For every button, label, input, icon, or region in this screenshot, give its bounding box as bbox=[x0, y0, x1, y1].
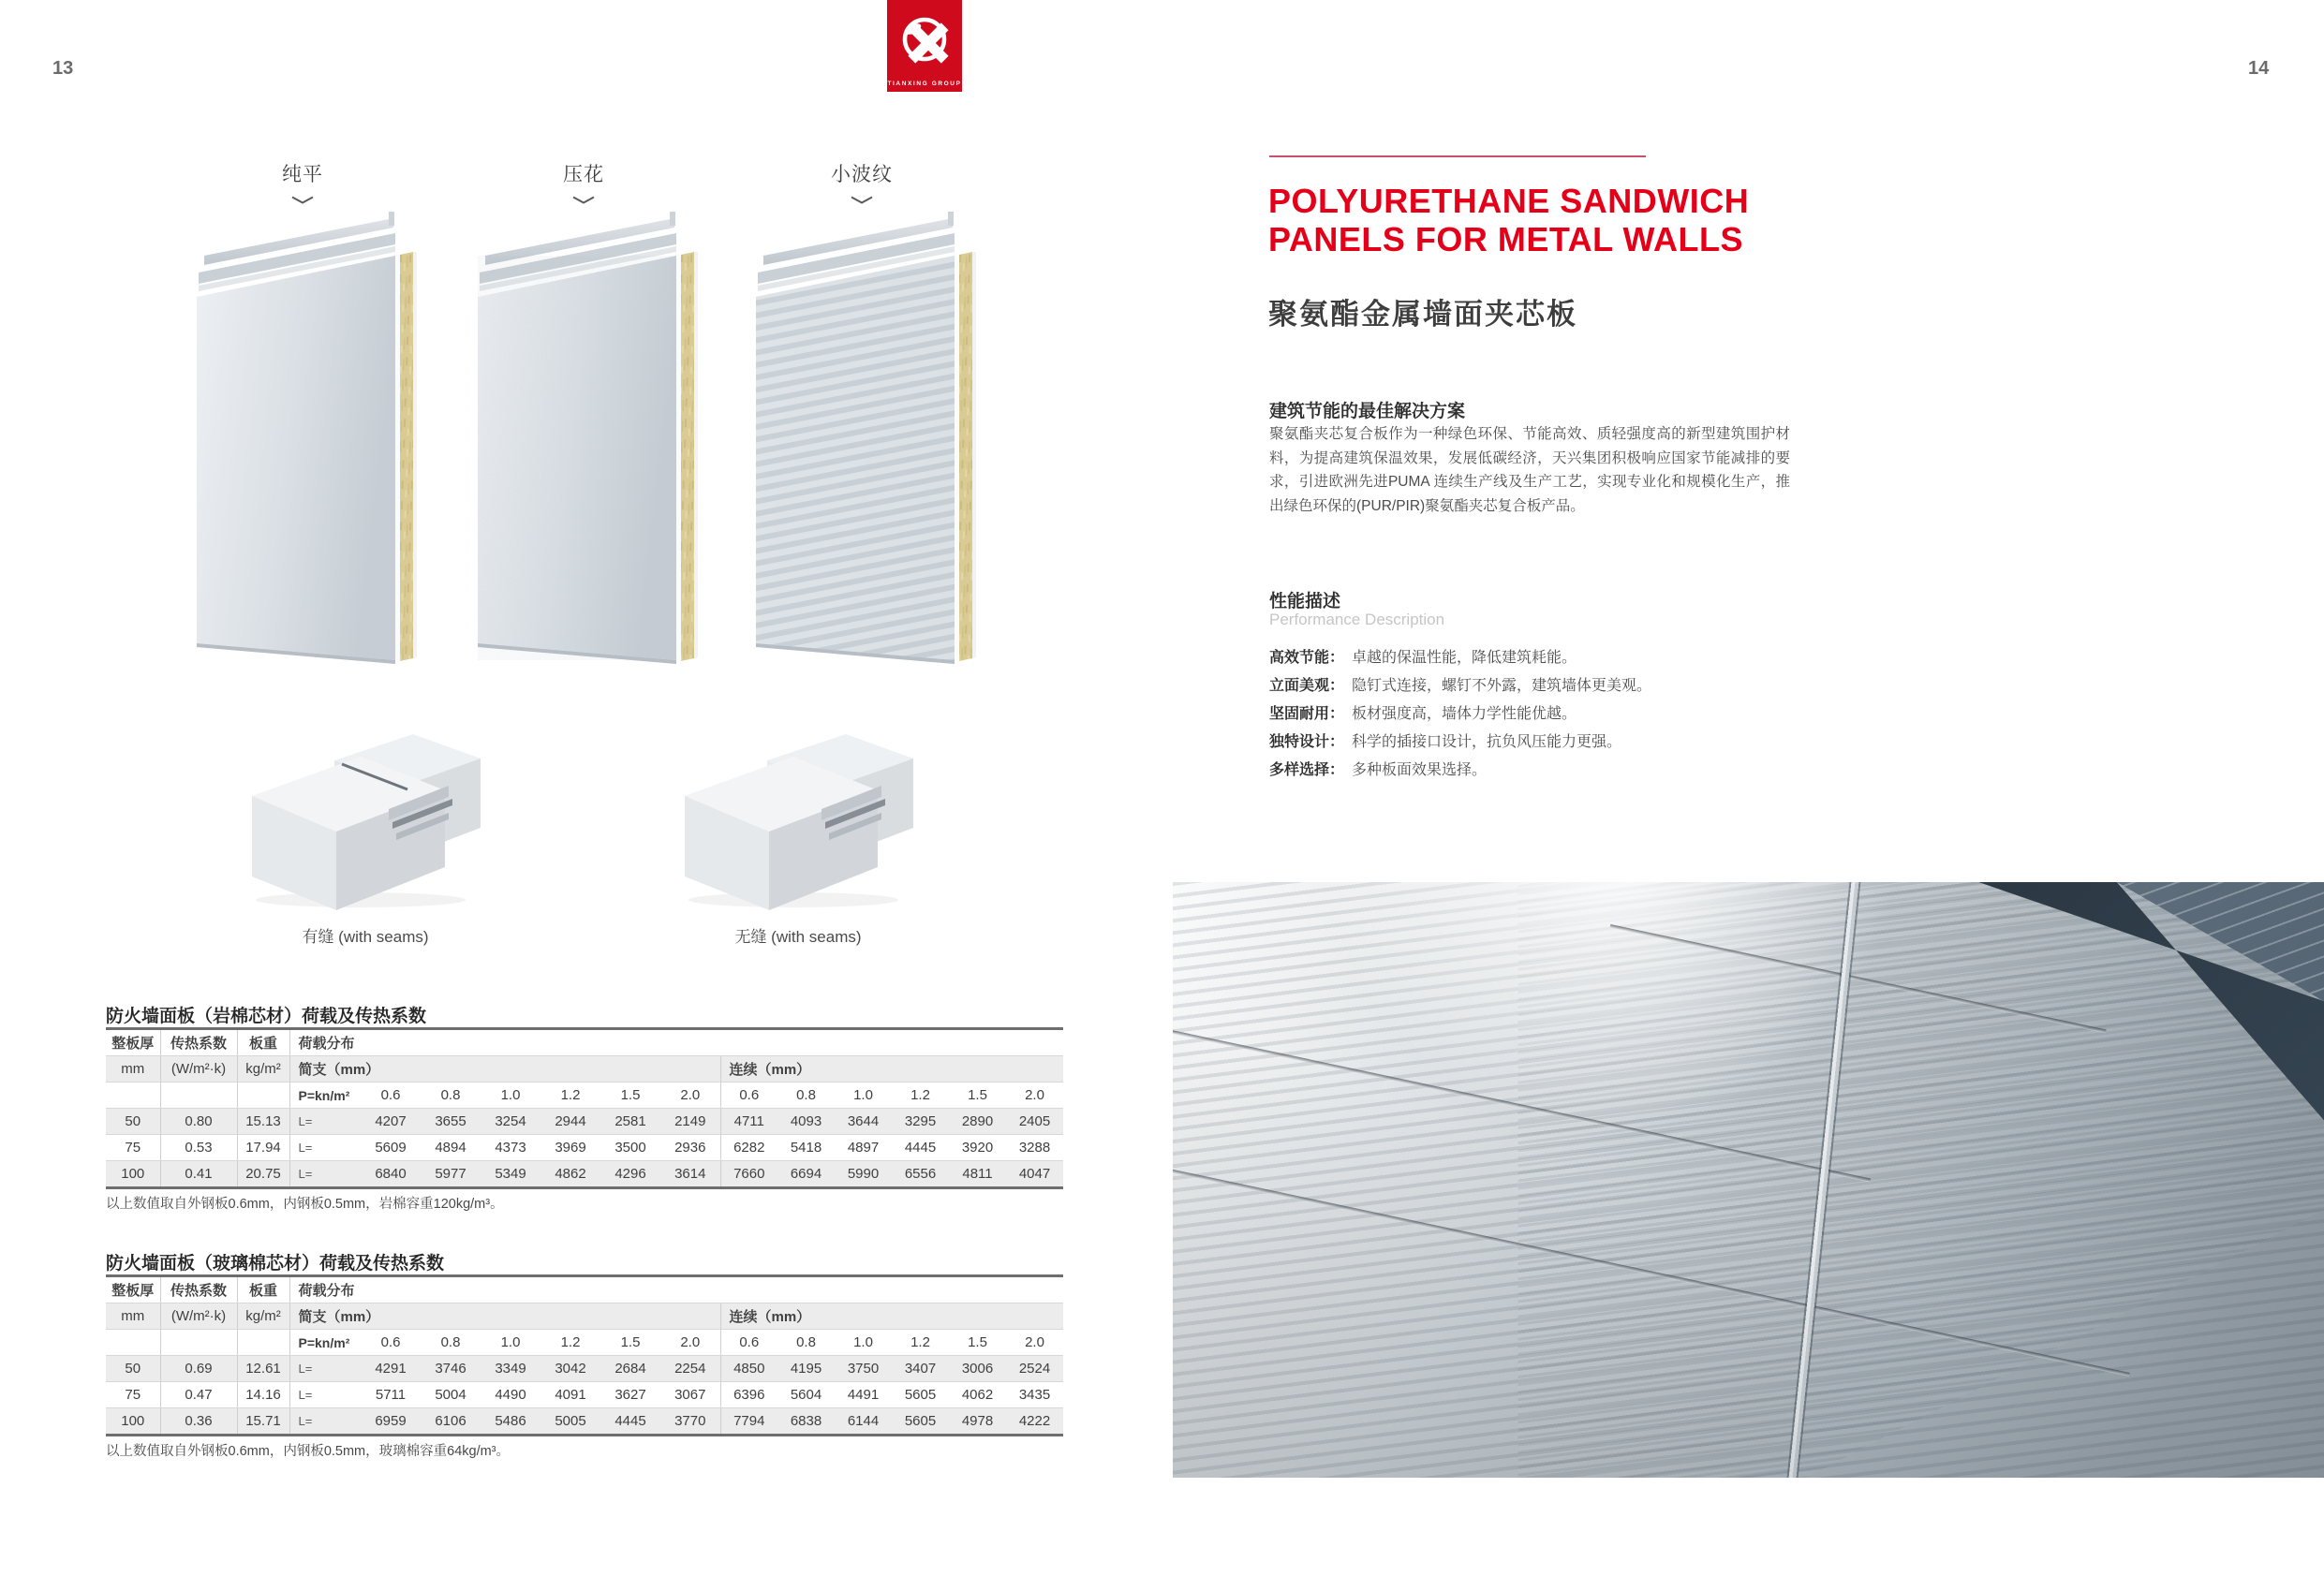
panel-style-label: 纯平 bbox=[282, 164, 323, 185]
table-cell: 0.6 bbox=[361, 1083, 421, 1109]
table-cell: 3746 bbox=[421, 1356, 481, 1382]
table-cell: 1.0 bbox=[481, 1083, 540, 1109]
table-cell: 3770 bbox=[660, 1408, 720, 1436]
table-cell: 2.0 bbox=[660, 1330, 720, 1356]
panel-style-figure-embossed bbox=[466, 159, 701, 672]
feature-item bbox=[1269, 700, 1813, 729]
table-cell: 5604 bbox=[777, 1382, 835, 1408]
panel-illustration-flat bbox=[185, 203, 420, 668]
table-cell: 2405 bbox=[1006, 1109, 1063, 1135]
table-cell: 荷载分布 bbox=[289, 1276, 1063, 1304]
table-cell: 3288 bbox=[1006, 1135, 1063, 1161]
table-cell: 4093 bbox=[777, 1109, 835, 1135]
table-cell: 整板厚 bbox=[106, 1276, 160, 1304]
table-cell: 5977 bbox=[421, 1161, 481, 1188]
table-cell: 14.16 bbox=[237, 1382, 289, 1408]
table-cell: 简支（mm） bbox=[289, 1056, 720, 1083]
table-cell: 4894 bbox=[421, 1135, 481, 1161]
table-cell: 板重 bbox=[237, 1276, 289, 1304]
table-cell bbox=[106, 1083, 160, 1109]
page-number-right: 14 bbox=[2248, 58, 2270, 79]
feature-label: 高效节能： bbox=[1269, 650, 1345, 666]
table-cell: 0.8 bbox=[777, 1083, 835, 1109]
panel-style-label: 压花 bbox=[563, 164, 604, 185]
table-cell: L= bbox=[289, 1356, 361, 1382]
rockwool-table bbox=[106, 1027, 1063, 1189]
table-cell: 4862 bbox=[540, 1161, 600, 1188]
table-cell: 100 bbox=[106, 1408, 160, 1436]
table-cell: 3500 bbox=[600, 1135, 660, 1161]
table-cell: 75 bbox=[106, 1382, 160, 1408]
table-cell: 2684 bbox=[600, 1356, 660, 1382]
table-cell: 0.47 bbox=[160, 1382, 237, 1408]
table-cell: 7794 bbox=[720, 1408, 777, 1436]
table-cell: 4711 bbox=[720, 1109, 777, 1135]
table-cell: 3254 bbox=[481, 1109, 540, 1135]
table-cell: 2524 bbox=[1006, 1356, 1063, 1382]
table-cell bbox=[160, 1330, 237, 1356]
feature-label: 立面美观： bbox=[1269, 678, 1345, 694]
table-cell: L= bbox=[289, 1382, 361, 1408]
table-cell: 3349 bbox=[481, 1356, 540, 1382]
table-cell: 连续（mm） bbox=[720, 1056, 1063, 1083]
feature-item bbox=[1269, 757, 1813, 785]
table-row bbox=[106, 1382, 1063, 1408]
panel-illustration-embossed bbox=[466, 203, 701, 668]
table-row bbox=[106, 1408, 1063, 1436]
table-cell: mm bbox=[106, 1304, 160, 1330]
table-cell: 传热系数 bbox=[160, 1276, 237, 1304]
table-cell: 4195 bbox=[777, 1356, 835, 1382]
panel-style-figure-wave bbox=[745, 159, 979, 672]
table-cell: 3067 bbox=[660, 1382, 720, 1408]
chevron-down-icon bbox=[745, 192, 979, 201]
seam-joint-illustration bbox=[681, 729, 915, 911]
table-cell: 4491 bbox=[835, 1382, 892, 1408]
table-cell: 1.0 bbox=[481, 1330, 540, 1356]
logo-company-name: TIANXING GROUP bbox=[887, 81, 962, 87]
feature-label: 独特设计： bbox=[1269, 734, 1345, 750]
table-cell bbox=[237, 1330, 289, 1356]
table-cell: kg/m² bbox=[237, 1056, 289, 1083]
table-cell: 2254 bbox=[660, 1356, 720, 1382]
table-cell: 0.8 bbox=[777, 1330, 835, 1356]
table-cell: 荷载分布 bbox=[289, 1029, 1063, 1056]
table-cell: 3969 bbox=[540, 1135, 600, 1161]
photo-vignette bbox=[1173, 882, 2324, 1478]
table-cell: L= bbox=[289, 1135, 361, 1161]
feature-text: 隐钉式连接，螺钉不外露，建筑墙体更美观。 bbox=[1352, 678, 1652, 694]
table-footnote: 以上数值取自外钢板0.6mm，内钢板0.5mm，岩棉容重120kg/m³。 bbox=[106, 1197, 504, 1212]
table-cell: 3920 bbox=[949, 1135, 1006, 1161]
table-cell: 1.0 bbox=[835, 1330, 892, 1356]
table-cell: 3614 bbox=[660, 1161, 720, 1188]
table-row bbox=[106, 1083, 1063, 1109]
table-cell: 4296 bbox=[600, 1161, 660, 1188]
table-cell bbox=[106, 1330, 160, 1356]
table-cell: 2890 bbox=[949, 1109, 1006, 1135]
facade-photo bbox=[1173, 882, 2324, 1478]
panel-style-figure-flat bbox=[185, 159, 420, 672]
table-cell: 传热系数 bbox=[160, 1029, 237, 1056]
table-cell: 1.2 bbox=[540, 1083, 600, 1109]
panel-style-label: 小波纹 bbox=[831, 164, 893, 185]
table-row bbox=[106, 1304, 1063, 1330]
table-cell: 4291 bbox=[361, 1356, 421, 1382]
logo-mark-icon bbox=[887, 0, 962, 92]
seam-label: 无缝 (with seams) bbox=[734, 928, 862, 946]
table-cell: 0.8 bbox=[421, 1083, 481, 1109]
table-cell: 2.0 bbox=[1006, 1083, 1063, 1109]
table-cell: 4811 bbox=[949, 1161, 1006, 1188]
table-cell: 6556 bbox=[892, 1161, 949, 1188]
table-cell: 1.2 bbox=[892, 1330, 949, 1356]
table-cell: 6694 bbox=[777, 1161, 835, 1188]
table-cell: (W/m²·k) bbox=[160, 1304, 237, 1330]
table-cell: 1.2 bbox=[540, 1330, 600, 1356]
page-number-left: 13 bbox=[52, 58, 74, 79]
table-cell: 0.6 bbox=[361, 1330, 421, 1356]
table-cell bbox=[160, 1083, 237, 1109]
table-cell: 2581 bbox=[600, 1109, 660, 1135]
table-cell: 3627 bbox=[600, 1382, 660, 1408]
table-row bbox=[106, 1109, 1063, 1135]
table-row bbox=[106, 1161, 1063, 1188]
glasswool-table-title: 防火墙面板（玻璃棉芯材）荷载及传热系数 bbox=[106, 1254, 445, 1274]
table-cell: 6840 bbox=[361, 1161, 421, 1188]
table-cell: 17.94 bbox=[237, 1135, 289, 1161]
title-underline bbox=[1269, 155, 1646, 157]
table-row bbox=[106, 1135, 1063, 1161]
feature-list bbox=[1269, 644, 1813, 785]
table-cell: 3042 bbox=[540, 1356, 600, 1382]
table-cell: 4062 bbox=[949, 1382, 1006, 1408]
rockwool-table-title: 防火墙面板（岩棉芯材）荷载及传热系数 bbox=[106, 1007, 427, 1026]
table-cell: 2.0 bbox=[1006, 1330, 1063, 1356]
table-cell: 4091 bbox=[540, 1382, 600, 1408]
table-cell: 7660 bbox=[720, 1161, 777, 1188]
table-cell: 6144 bbox=[835, 1408, 892, 1436]
chevron-down-icon bbox=[466, 192, 701, 201]
feature-text: 科学的插接口设计，抗负风压能力更强。 bbox=[1352, 734, 1622, 750]
table-cell: 5486 bbox=[481, 1408, 540, 1436]
seam-figure-seamless bbox=[681, 729, 915, 947]
table-cell: (W/m²·k) bbox=[160, 1056, 237, 1083]
table-cell: 5605 bbox=[892, 1408, 949, 1436]
table-row bbox=[106, 1056, 1063, 1083]
table-cell: 0.53 bbox=[160, 1135, 237, 1161]
table-row bbox=[106, 1356, 1063, 1382]
table-cell: mm bbox=[106, 1056, 160, 1083]
table-cell: 4850 bbox=[720, 1356, 777, 1382]
table-cell: 5605 bbox=[892, 1382, 949, 1408]
glasswool-table bbox=[106, 1274, 1063, 1436]
table-cell: 3750 bbox=[835, 1356, 892, 1382]
table-cell: 0.8 bbox=[421, 1330, 481, 1356]
panel-illustration-wave bbox=[745, 203, 979, 668]
performance-heading-cn: 性能描述 bbox=[1269, 592, 1341, 611]
table-cell: 5349 bbox=[481, 1161, 540, 1188]
table-cell: 4490 bbox=[481, 1382, 540, 1408]
table-footnote: 以上数值取自外钢板0.6mm，内钢板0.5mm，玻璃棉容重64kg/m³。 bbox=[106, 1444, 511, 1459]
feature-label: 坚固耐用： bbox=[1269, 706, 1345, 722]
table-cell: 3006 bbox=[949, 1356, 1006, 1382]
table-cell bbox=[237, 1083, 289, 1109]
table-cell: 6282 bbox=[720, 1135, 777, 1161]
table-cell: 2936 bbox=[660, 1135, 720, 1161]
table-cell: 4373 bbox=[481, 1135, 540, 1161]
table-cell: 2944 bbox=[540, 1109, 600, 1135]
table-cell: 0.80 bbox=[160, 1109, 237, 1135]
table-cell: 20.75 bbox=[237, 1161, 289, 1188]
table-cell: 0.6 bbox=[720, 1083, 777, 1109]
table-cell: 1.5 bbox=[600, 1083, 660, 1109]
table-cell: P=kn/m² bbox=[289, 1330, 361, 1356]
table-cell: L= bbox=[289, 1109, 361, 1135]
table-row bbox=[106, 1029, 1063, 1056]
table-cell: 1.0 bbox=[835, 1083, 892, 1109]
table-cell: 3295 bbox=[892, 1109, 949, 1135]
feature-text: 多种板面效果选择。 bbox=[1352, 762, 1488, 778]
seam-label: 有缝 (with seams) bbox=[302, 928, 429, 946]
page-title-en bbox=[1268, 182, 1749, 258]
table-cell: 5418 bbox=[777, 1135, 835, 1161]
table-cell: 板重 bbox=[237, 1029, 289, 1056]
feature-item bbox=[1269, 672, 1813, 700]
table-cell: 12.61 bbox=[237, 1356, 289, 1382]
table-cell: P=kn/m² bbox=[289, 1083, 361, 1109]
table-cell: 3644 bbox=[835, 1109, 892, 1135]
table-cell: 3655 bbox=[421, 1109, 481, 1135]
company-logo bbox=[887, 0, 962, 92]
page-title-cn: 聚氨酯金属墙面夹芯板 bbox=[1268, 298, 1577, 331]
table-cell: 100 bbox=[106, 1161, 160, 1188]
feature-item bbox=[1269, 644, 1813, 672]
table-cell: 4978 bbox=[949, 1408, 1006, 1436]
feature-item bbox=[1269, 729, 1813, 757]
table-cell: 5609 bbox=[361, 1135, 421, 1161]
table-cell: 整板厚 bbox=[106, 1029, 160, 1056]
table-cell: 75 bbox=[106, 1135, 160, 1161]
feature-label: 多样选择： bbox=[1269, 762, 1345, 778]
table-cell: 3407 bbox=[892, 1356, 949, 1382]
table-cell: 4445 bbox=[600, 1408, 660, 1436]
table-cell: 50 bbox=[106, 1356, 160, 1382]
table-cell: 简支（mm） bbox=[289, 1304, 720, 1330]
table-cell: 15.13 bbox=[237, 1109, 289, 1135]
table-cell: 4897 bbox=[835, 1135, 892, 1161]
table-row bbox=[106, 1276, 1063, 1304]
table-cell: 3435 bbox=[1006, 1382, 1063, 1408]
table-cell: 4207 bbox=[361, 1109, 421, 1135]
table-cell: 2149 bbox=[660, 1109, 720, 1135]
table-cell: 0.6 bbox=[720, 1330, 777, 1356]
table-cell: L= bbox=[289, 1161, 361, 1188]
table-row bbox=[106, 1330, 1063, 1356]
chevron-down-icon bbox=[185, 192, 420, 201]
table-cell: 5005 bbox=[540, 1408, 600, 1436]
intro-paragraph: 聚氨酯夹芯复合板作为一种绿色环保、节能高效、质轻强度高的新型建筑围护材料，为提高建筑保温效果，发展低碳经济，天兴集团积极响应国家节能减排的要求，引进欧洲先进PUMA 连续生产线及生产工艺，实现专业化和规模化生产，推出绿色环保的(PUR/PIR)聚氨酯夹芯复合板产品。 bbox=[1269, 426, 1790, 515]
table-cell: 4047 bbox=[1006, 1161, 1063, 1188]
table-cell: 0.41 bbox=[160, 1161, 237, 1188]
table-cell: 50 bbox=[106, 1109, 160, 1135]
table-cell: 1.5 bbox=[949, 1330, 1006, 1356]
table-cell: 5990 bbox=[835, 1161, 892, 1188]
table-cell: kg/m² bbox=[237, 1304, 289, 1330]
feature-text: 卓越的保温性能，降低建筑耗能。 bbox=[1352, 650, 1577, 666]
seam-joint-illustration bbox=[248, 729, 482, 911]
table-cell: 6838 bbox=[777, 1408, 835, 1436]
table-cell: 2.0 bbox=[660, 1083, 720, 1109]
page-title-en-line1: POLYURETHANE SANDWICH bbox=[1268, 182, 1750, 220]
table-cell: 4222 bbox=[1006, 1408, 1063, 1436]
table-cell: 5711 bbox=[361, 1382, 421, 1408]
table-cell: 1.5 bbox=[600, 1330, 660, 1356]
intro-heading: 建筑节能的最佳解决方案 bbox=[1269, 402, 1466, 421]
seam-figure-with-seam bbox=[248, 729, 482, 947]
feature-text: 板材强度高，墙体力学性能优越。 bbox=[1352, 706, 1577, 722]
table-cell: 1.5 bbox=[949, 1083, 1006, 1109]
table-cell: 5004 bbox=[421, 1382, 481, 1408]
table-cell: 0.36 bbox=[160, 1408, 237, 1436]
table-cell: 15.71 bbox=[237, 1408, 289, 1436]
table-cell: 6959 bbox=[361, 1408, 421, 1436]
performance-heading-en: Performance Description bbox=[1269, 611, 1445, 628]
table-cell: 1.2 bbox=[892, 1083, 949, 1109]
table-cell: 连续（mm） bbox=[720, 1304, 1063, 1330]
table-cell: L= bbox=[289, 1408, 361, 1436]
table-cell: 4445 bbox=[892, 1135, 949, 1161]
table-cell: 6396 bbox=[720, 1382, 777, 1408]
table-cell: 6106 bbox=[421, 1408, 481, 1436]
page-title-en-line2: PANELS FOR METAL WALLS bbox=[1268, 220, 1743, 259]
table-cell: 0.69 bbox=[160, 1356, 237, 1382]
